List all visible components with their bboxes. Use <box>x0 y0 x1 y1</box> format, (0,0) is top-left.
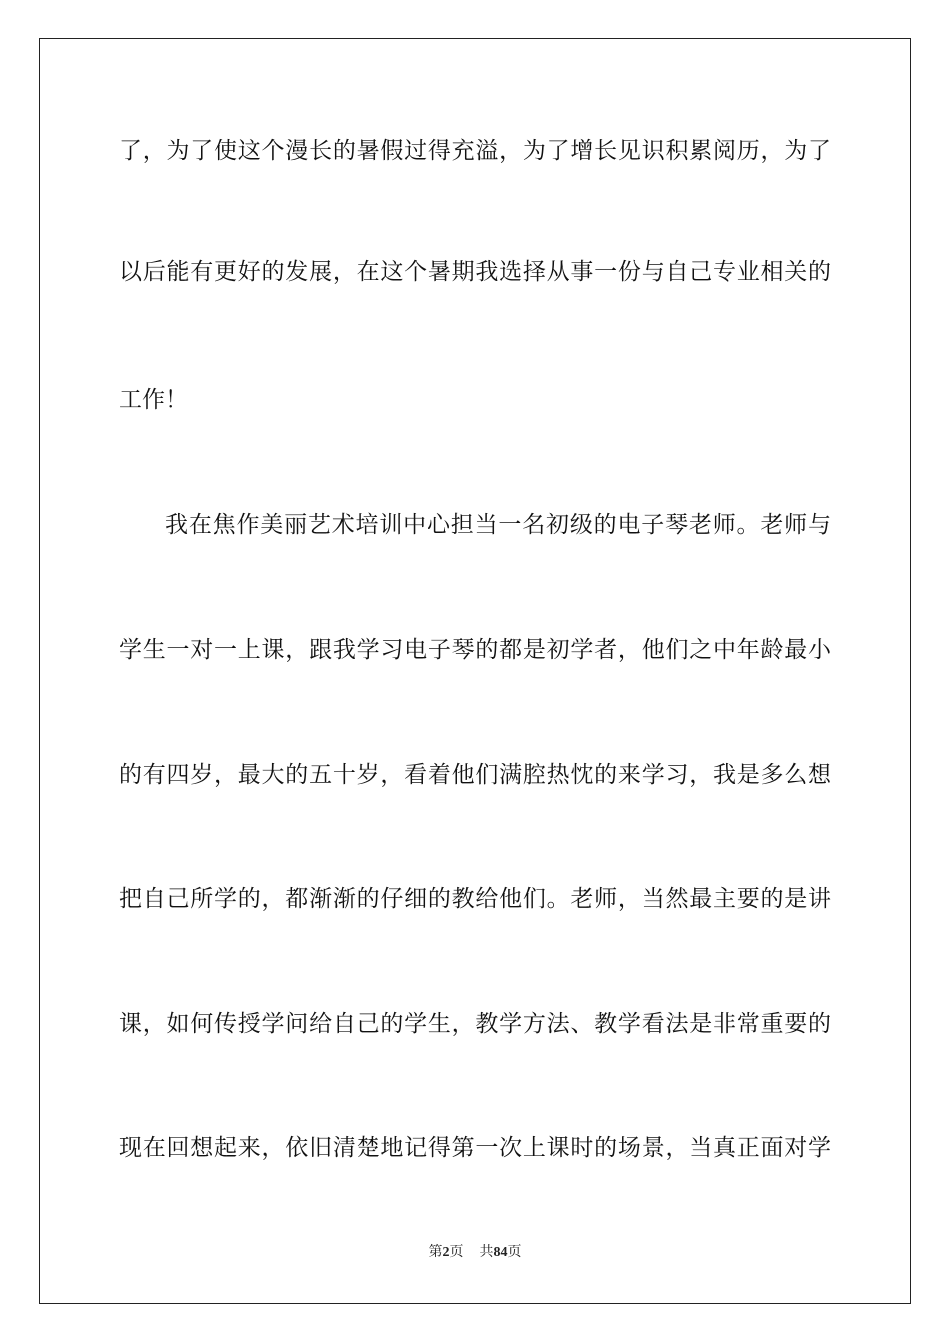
body-text-line-3: 工作！ <box>119 387 188 413</box>
page-suffix: 页 <box>449 1244 464 1260</box>
page-footer <box>0 1243 950 1262</box>
body-text-line-5: 学生一对一上课，跟我学习电子琴的都是初学者，他们之中年龄最小 <box>119 637 831 663</box>
page-current: 2 <box>442 1245 450 1260</box>
body-text-line-1: 了，为了使这个漫长的暑假过得充溢，为了增长见识积累阅历，为了 <box>119 138 831 164</box>
total-prefix: 共 <box>479 1244 494 1260</box>
body-text-line-7: 把自己所学的，都渐渐的仔细的教给他们。老师，当然最主要的是讲 <box>119 886 831 912</box>
body-text-line-9: 现在回想起来，依旧清楚地记得第一次上课时的场景，当真正面对学 <box>119 1135 831 1161</box>
body-text-line-4: 我在焦作美丽艺术培训中心担当一名初级的电子琴老师。老师与 <box>165 512 831 538</box>
total-suffix: 页 <box>507 1244 522 1260</box>
body-text-line-2: 以后能有更好的发展，在这个暑期我选择从事一份与自己专业相关的 <box>119 259 831 285</box>
page-border <box>39 38 911 1304</box>
body-text-line-8: 课，如何传授学问给自己的学生，教学方法、教学看法是非常重要的 <box>119 1011 831 1037</box>
page-total: 84 <box>493 1245 508 1260</box>
body-text-line-6: 的有四岁，最大的五十岁，看着他们满腔热忱的来学习，我是多么想 <box>119 762 831 788</box>
page-prefix: 第 <box>428 1244 443 1260</box>
